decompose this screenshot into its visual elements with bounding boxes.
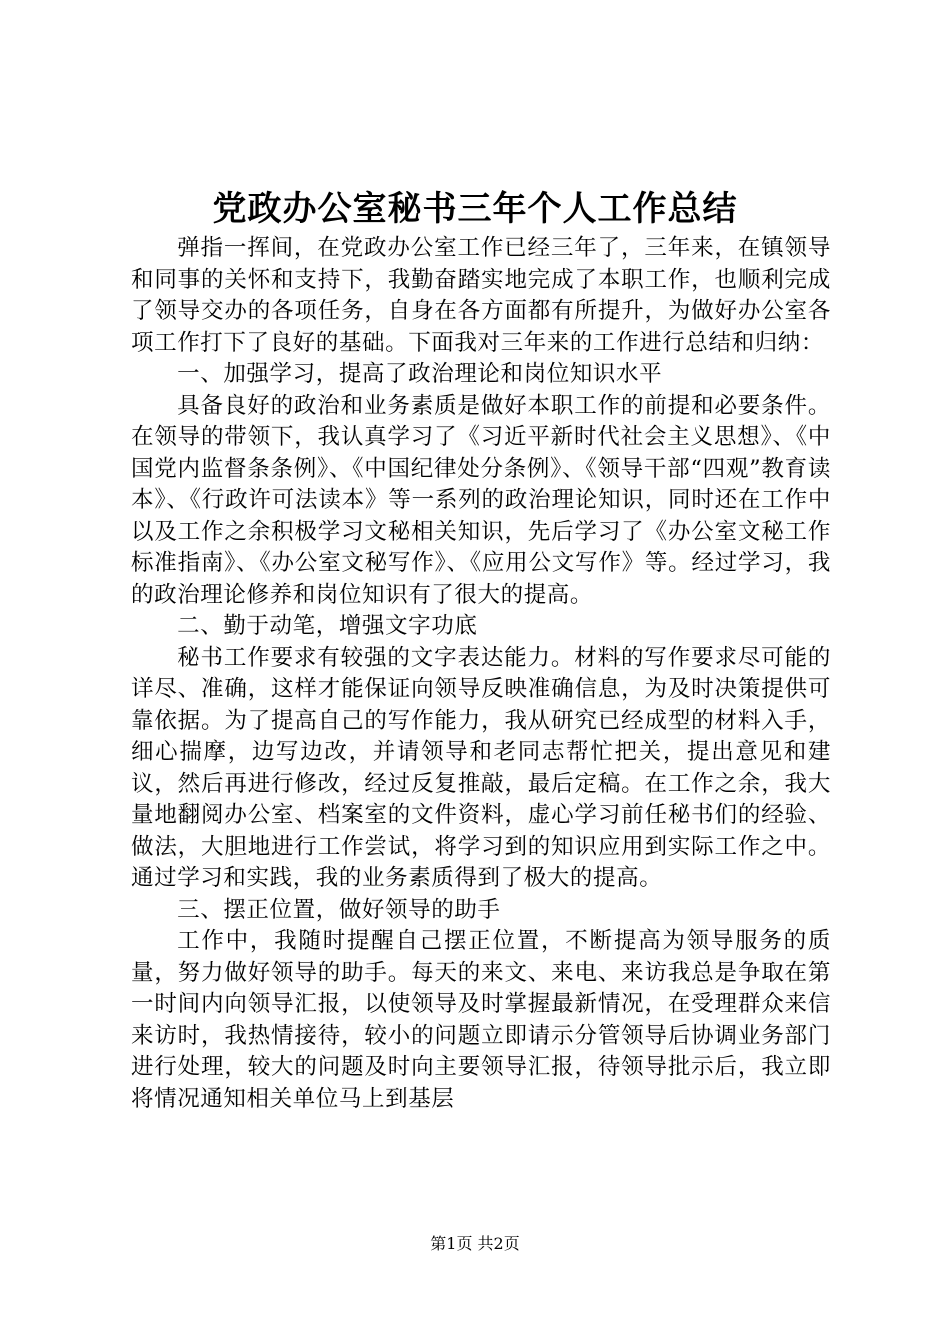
paragraph-section-1: 具备良好的政治和业务素质是做好本职工作的前提和必要条件。在领导的带领下，我认真学习了《习近平新时代社会主义思想》、《中国党内监督条条例》、《中国纪律处分条例》、《领导干部“四观”教育读本》、《行政许可法读本》等一系列的政治理论知识，同时还在工作中以及工作之余积极学习文秘相关知识，先后学习了《办公室文秘工作标准指南》、《办公室文秘写作》、《应用公文写作》等。经过学习，我的政治理论修养和岗位知识有了很大的提高。 [131, 392, 831, 608]
paragraph-section-3: 工作中，我随时提醒自己摆正位置，不断提高为领导服务的质量，努力做好领导的助手。每天的来文、来电、来访我总是争取在第一时间内向领导汇报，以使领导及时掌握最新情况，在受理群众来信来访时，我热情接待，较小的问题立即请示分管领导后协调业务部门进行处理，较大的问题及时向主要领导汇报，待领导批示后，我立即将情况通知相关单位马上到基层 [131, 928, 831, 1112]
page-footer: 第1页 共2页 [430, 1234, 520, 1253]
paragraph-intro: 弹指一挥间，在党政办公室工作已经三年了，三年来，在镇领导和同事的关怀和支持下，我勤奋踏实地完成了本职工作，也顺利完成了领导交办的各项任务，自身在各方面都有所提升，为做好办公室各项工作打下了良好的基础。下面我对三年来的工作进行总结和归纳： [131, 235, 831, 356]
section-heading-1: 一、加强学习，提高了政治理论和岗位知识水平 [177, 361, 663, 387]
section-heading-2: 二、勤于动笔，增强文字功底 [177, 613, 478, 639]
section-heading-3: 三、摆正位置，做好领导的助手 [177, 896, 501, 923]
document-title: 党政办公室秘书三年个人工作总结 [212, 189, 738, 229]
paragraph-section-2: 秘书工作要求有较强的文字表达能力。材料的写作要求尽可能的详尽、准确，这样才能保证向领导反映准确信息，为及时决策提供可靠依据。为了提高自己的写作能力，我从研究已经成型的材料入手，细心揣摩，边写边改，并请领导和老同志帮忙把关，提出意见和建议，然后再进行修改，经过反复推敲，最后定稿。在工作之余，我大量地翻阅办公室、档案室的文件资料，虚心学习前任秘书们的经验、做法，大胆地进行工作尝试，将学习到的知识应用到实际工作之中。通过学习和实践，我的业务素质得到了极大的提高。 [131, 644, 831, 891]
document-body [131, 233, 831, 1115]
